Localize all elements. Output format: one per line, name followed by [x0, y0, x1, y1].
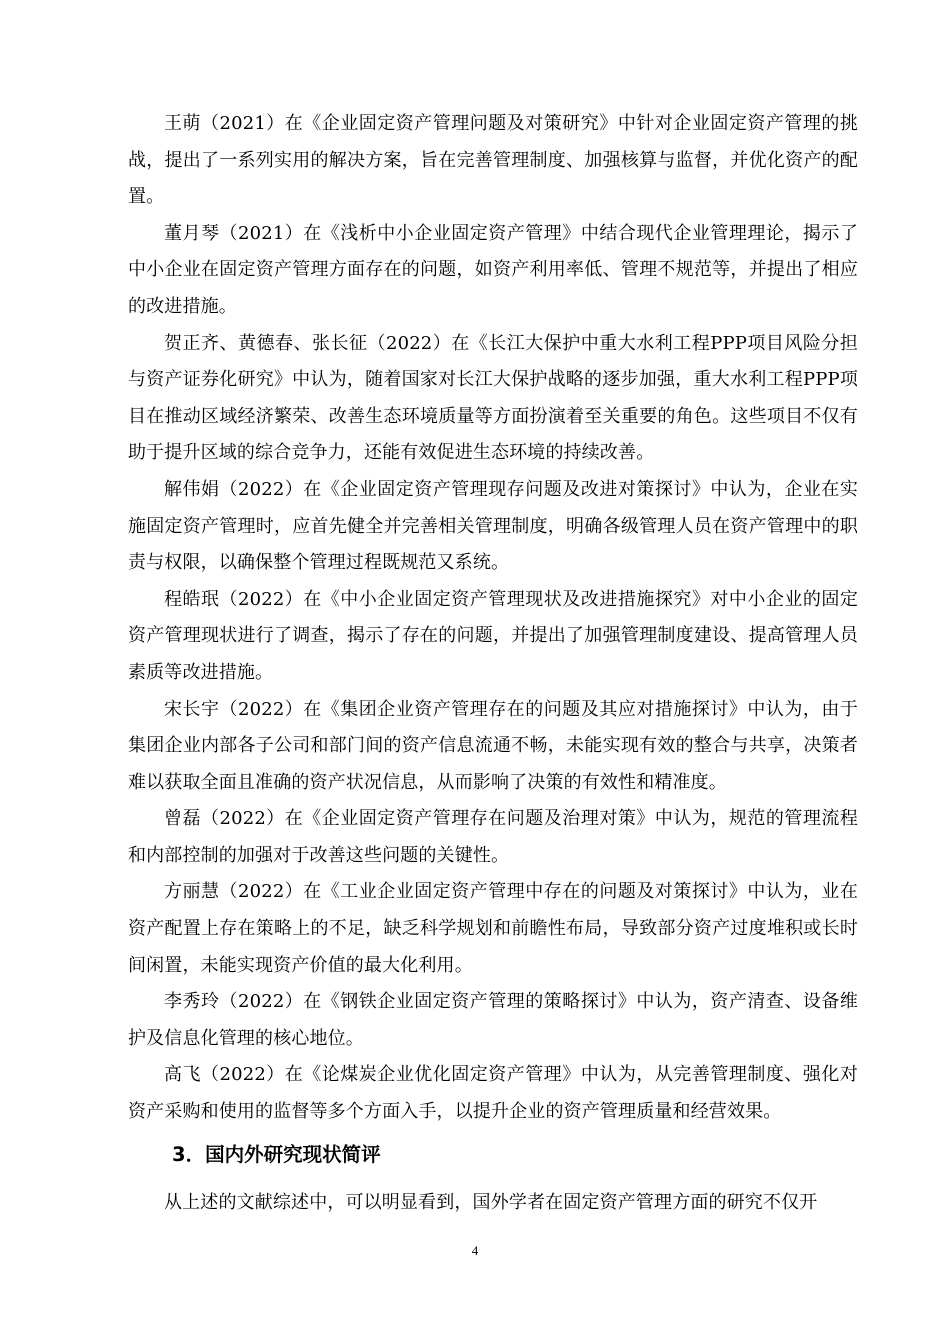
section-heading: 3．国内外研究现状简评 [172, 1142, 381, 1166]
paragraph-zeng-lei: 曾磊（2022）在《企业固定资产管理存在问题及治理对策》中认为，规范的管理流程和内部控制的加强对于改善这些问题的关键性。 [128, 808, 858, 866]
paragraph-he-zhengqi: 贺正齐、黄德春、张长征（2022）在《长江大保护中重大水利工程PPP项目风险分担与资产证券化研究》中认为，随着国家对长江大保护战略的逐步加强，重大水利工程PPP项目在推动区域经济繁荣、改善生态环境质量等方面扮演着至关重要的角色。这些项目不仅有助于提升区域的综合竞争力，还能有效促进生态环境的持续改善。 [128, 332, 858, 464]
paragraph-gao-fei: 高飞（2022）在《论煤炭企业优化固定资产管理》中认为，从完善管理制度、强化对资产采购和使用的监督等多个方面入手，以提升企业的资产管理质量和经营效果。 [128, 1064, 858, 1123]
document-page [128, 106, 858, 1221]
paragraph-cheng-haomin: 程皓珉（2022）在《中小企业固定资产管理现状及改进措施探究》对中小企业的固定资产管理现状进行了调查，揭示了存在的问题，并提出了加强管理制度建设、提高管理人员素质等改进措施。 [128, 588, 858, 683]
paragraph-wang-meng: 王萌（2021）在《企业固定资产管理问题及对策研究》中针对企业固定资产管理的挑战，提出了一系列实用的解决方案，旨在完善管理制度、加强核算与监督，并优化资产的配置。 [128, 113, 858, 208]
paragraph-song-changyu: 宋长宇（2022）在《集团企业资产管理存在的问题及其应对措施探讨》中认为，由于集团企业内部各子公司和部门间的资产信息流通不畅，未能实现有效的整合与共享，决策者难以获取全面且准确的资产状况信息，从而影响了决策的有效性和精准度。 [128, 698, 858, 793]
paragraph-dong-yueqin: 董月琴（2021）在《浅析中小企业固定资产管理》中结合现代企业管理理论，揭示了中小企业在固定资产管理方面存在的问题，如资产利用率低、管理不规范等，并提出了相应的改进措施。 [128, 222, 858, 317]
paragraph-fang-lihui: 方丽慧（2022）在《工业企业固定资产管理中存在的问题及对策探讨》中认为，业在资产配置上存在策略上的不足，缺乏科学规划和前瞻性布局，导致部分资产过度堆积或长时间闲置，未能实现资产价值的最大化利用。 [128, 881, 858, 976]
paragraph-summary-start: 从上述的文献综述中，可以明显看到，国外学者在固定资产管理方面的研究不仅开 [164, 1191, 818, 1213]
paragraph-li-xiuling: 李秀玲（2022）在《钢铁企业固定资产管理的策略探讨》中认为，资产清查、设备维护及信息化管理的核心地位。 [128, 991, 858, 1049]
paragraph-xie-weijuan: 解伟娟（2022）在《企业固定资产管理现存问题及改进对策探讨》中认为，企业在实施固定资产管理时，应首先健全并完善相关管理制度，明确各级管理人员在资产管理中的职责与权限，以确保整个管理过程既规范又系统。 [128, 478, 858, 574]
page-number: 4 [471, 1243, 479, 1258]
